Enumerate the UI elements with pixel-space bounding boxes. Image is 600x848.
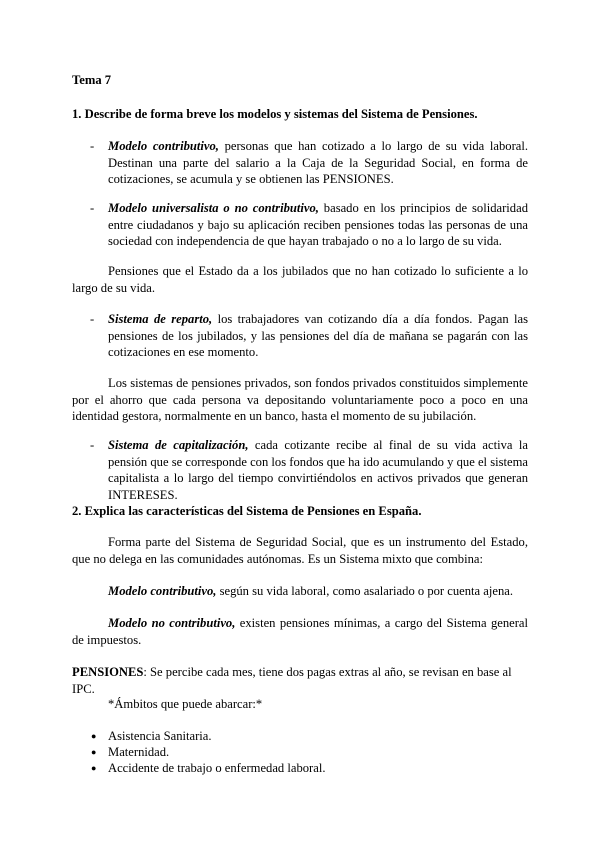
list-item: Asistencia Sanitaria. [108, 729, 212, 743]
list-dash: - [90, 201, 95, 215]
item-text: cada cotizante recibe al final de su vida activa la pensión que se corresponde con los fondos que ha ido acumulando y que el sistema capitalista a lo largo del tiempo convirtiéndolos en activos privados que generan INTERESES. [108, 438, 528, 502]
paragraph-text: según su vida laboral, como asalariado o por cuenta ajena. [216, 584, 513, 598]
item-term: Sistema de capitalización, [108, 438, 249, 452]
item-modelo-contributivo [108, 138, 528, 188]
paragraph-text: existen pensiones mínimas, a cargo del Sistema general de impuestos. [72, 616, 529, 647]
document-title: Tema 7 [72, 73, 112, 87]
paragraph-term: PENSIONES [72, 665, 144, 679]
item-sistema-reparto [108, 311, 528, 361]
paragraph-sistemas-privados: Los sistemas de pensiones privados, son fondos privados constituidos simplemente por el ahorro que cada persona va depositando voluntariamente poco a poco en una identidad gestora, normalmente en un banco, hasta el momento de su jubilación. [72, 376, 528, 423]
list-item: Accidente de trabajo o enfermedad laboral. [108, 761, 326, 775]
bullet-dot-icon: ● [91, 763, 97, 773]
paragraph-text: : Se percibe cada mes, tiene dos pagas extras al año, se revisan en base al IPC. [72, 665, 512, 696]
item-term: Modelo contributivo, [108, 139, 219, 153]
ambitos-heading: *Ámbitos que puede abarcar:* [108, 697, 263, 711]
paragraph-term: Modelo contributivo, [108, 584, 217, 598]
paragraph-pensiones [72, 664, 528, 697]
list-dash: - [90, 312, 95, 326]
paragraph-modelo-contributivo [72, 583, 528, 600]
paragraph-term: Modelo no contributivo, [108, 616, 236, 630]
item-sistema-capitalizacion [108, 437, 528, 503]
item-text: los trabajadores van cotizando día a día fondos. Pagan las pensiones de los jubilados, y las pensiones del día de mañana se pagarán con las cotizaciones en ese momento. [108, 312, 528, 359]
item-term: Modelo universalista o no contributivo, [108, 201, 319, 215]
bullet-dot-icon: ● [91, 747, 97, 757]
bullet-dot-icon: ● [91, 731, 97, 741]
item-text: basado en los principios de solidaridad entre ciudadanos y bajo su aplicación reciben pensiones todas las personas de una sociedad con independencia de que hayan trabajado o no a lo largo de su vida. [108, 201, 528, 248]
item-term: Sistema de reparto, [108, 312, 213, 326]
item-modelo-universalista [108, 200, 528, 250]
item-text: personas que han cotizado a lo largo de su vida laboral. Destinan una parte del salario a la Caja de la Seguridad Social, en forma de cotizaciones, se acumula y se obtienen las PENSIONES. [108, 139, 529, 186]
paragraph-pensiones-estado: Pensiones que el Estado da a los jubilados que no han cotizado lo suficiente a lo largo de su vida. [72, 264, 528, 295]
question-1-heading: 1. Describe de forma breve los modelos y sistemas del Sistema de Pensiones. [72, 107, 478, 121]
paragraph-seguridad-social: Forma parte del Sistema de Seguridad Social, que es un instrumento del Estado, que no delega en las comunidades autónomas. Es un Sistema mixto que combina: [72, 535, 528, 566]
list-item: Maternidad. [108, 745, 170, 759]
list-dash: - [90, 438, 95, 452]
list-dash: - [90, 139, 95, 153]
question-2-heading: 2. Explica las características del Sistema de Pensiones en España. [72, 504, 422, 518]
paragraph-modelo-no-contributivo [72, 615, 528, 648]
